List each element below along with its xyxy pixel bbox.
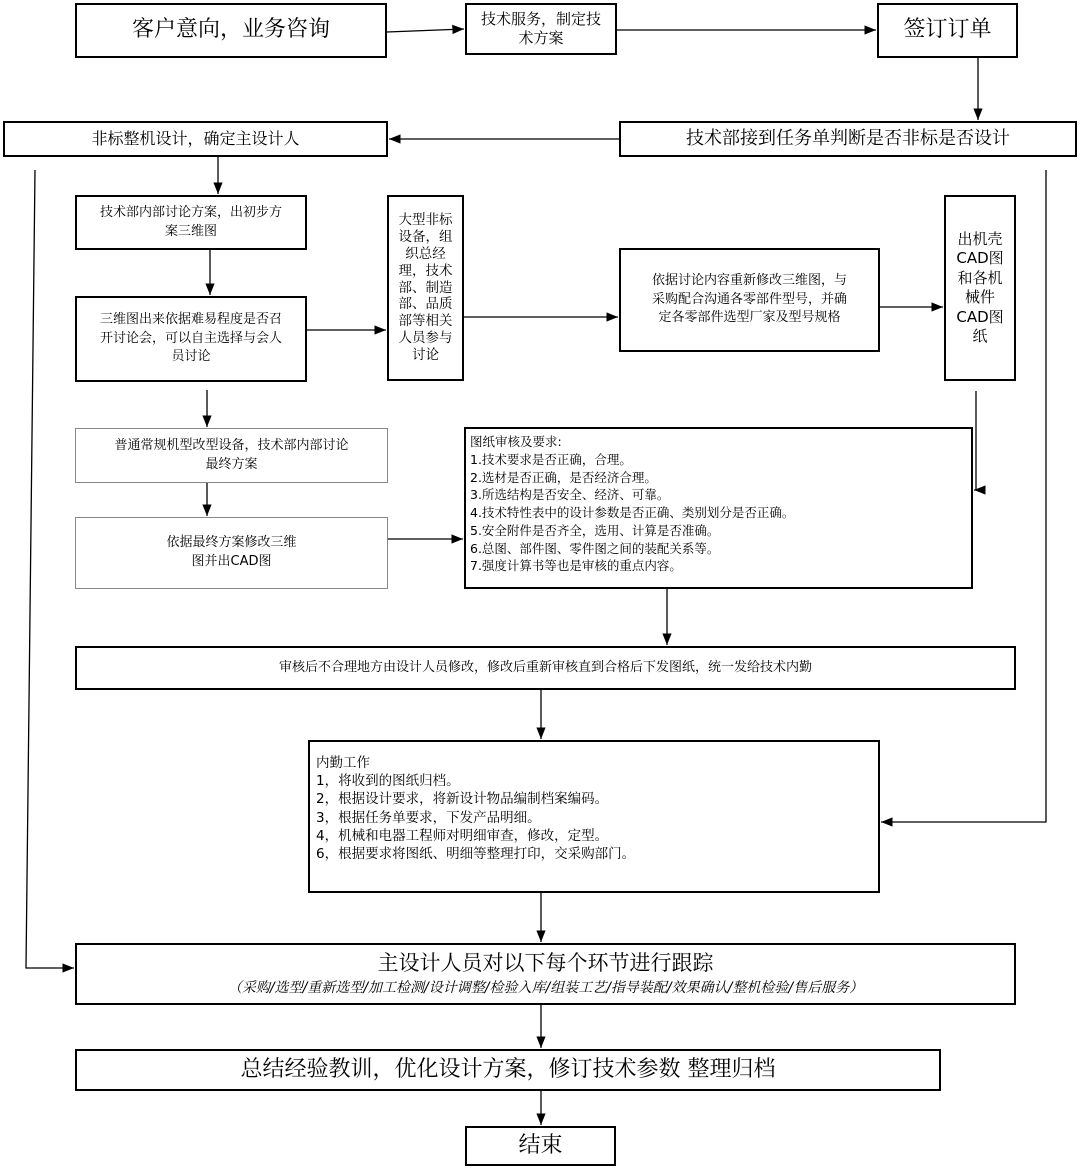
internal-discussion-box [75, 195, 307, 250]
tech-service-box [465, 3, 617, 55]
cad-output-box [944, 195, 1016, 381]
revise-3d-box [619, 248, 880, 352]
regular-model-text: 普通常规机型改型设备，技术部内部讨论 最终方案 [114, 437, 349, 472]
tracking-title: 主设计人员对以下每个环节进行跟踪 [377, 951, 714, 976]
nonstandard-design-box [3, 121, 388, 157]
tech-service-text: 技术服务，制定技 术方案 [480, 9, 601, 47]
arrow-inquiry-to-service [387, 29, 464, 32]
arrow-cad-to-review [974, 391, 976, 490]
summary-text: 总结经验教训，优化设计方案，修订技术参数 整理归档 [240, 1056, 776, 1082]
summary-box [75, 1049, 941, 1091]
end-text: 结束 [518, 1132, 563, 1158]
review-revise-box [75, 646, 1016, 690]
meeting-decision-text: 三维图出来依据难易程度是否召 开讨论会，可以自主选择与会人 员讨论 [99, 311, 282, 365]
large-equipment-box [387, 195, 464, 381]
tech-dept-judge-box [619, 121, 1077, 157]
internal-discussion-text: 技术部内部讨论方案，出初步方 案三维图 [99, 204, 282, 239]
customer-inquiry-box [75, 3, 387, 58]
final-scheme-cad-box [75, 517, 388, 589]
customer-inquiry-text: 客户意向，业务咨询 [131, 17, 330, 43]
large-equipment-text: 大型非标 设备，组 织总经 理，技术 部、制造 部、品质 部等相关 人员参与 讨论 [398, 212, 453, 364]
nonstandard-design-text: 非标整机设计，确定主设计人 [91, 128, 300, 148]
revise-3d-text: 依据讨论内容重新修改三维图，与 采购配合沟通各零部件型号，并确 定各零部件选型厂家及型号规格 [651, 272, 847, 326]
arrow-nonstandard-to-tracking [26, 170, 74, 968]
tracking-box [75, 943, 1016, 1005]
meeting-decision-box [75, 296, 307, 382]
review-requirements-box [464, 427, 973, 589]
sign-order-box [877, 3, 1018, 58]
tracking-steps: （采购/选型/重新选型/加工检测/设计调整/检验入库/组装工艺/指导装配/效果确认/整机检验/售后服务） [227, 979, 864, 996]
review-revise-text: 审核后不合理地方由设计人员修改，修改后重新审核直到合格后下发图纸，统一发给技术内勤 [278, 659, 812, 675]
clerk-work-text: 内勤工作 1，将收到的图纸归档。 2，根据设计要求，将新设计物品编制档案编码。 3，根据任务单要求，下发产品明细。 4，机械和电器工程师对明细审查，修改，定型。 6，根据要求将图纸、明细等整理打印，交采购部门。 [316, 755, 636, 863]
regular-model-box [75, 428, 388, 483]
tech-dept-judge-text: 技术部接到任务单判断是否非标是否设计 [686, 128, 1010, 150]
end-box [465, 1126, 616, 1166]
clerk-work-box [308, 740, 880, 893]
sign-order-text: 签订订单 [903, 17, 992, 43]
final-scheme-cad-text: 依据最终方案修改三维 图并出CAD图 [166, 535, 297, 569]
review-requirements-text: 图纸审核及要求: 1.技术要求是否正确，合理。 2.选材是否正确，是否经济合理。 3.所选结构是否安全、经济、可靠。 4.技术特性表中的设计参数是否正确、类别划分是否正确。 5.安全附件是否齐全，选用、计算是否准确。 6.总图、部件图、零件图之间的装配关系等。 7.强度计算书等也是审核的重点内容。 [470, 434, 795, 574]
cad-output-text: 出机壳 CAD图 和各机 械件 CAD图 纸 [956, 229, 1004, 345]
